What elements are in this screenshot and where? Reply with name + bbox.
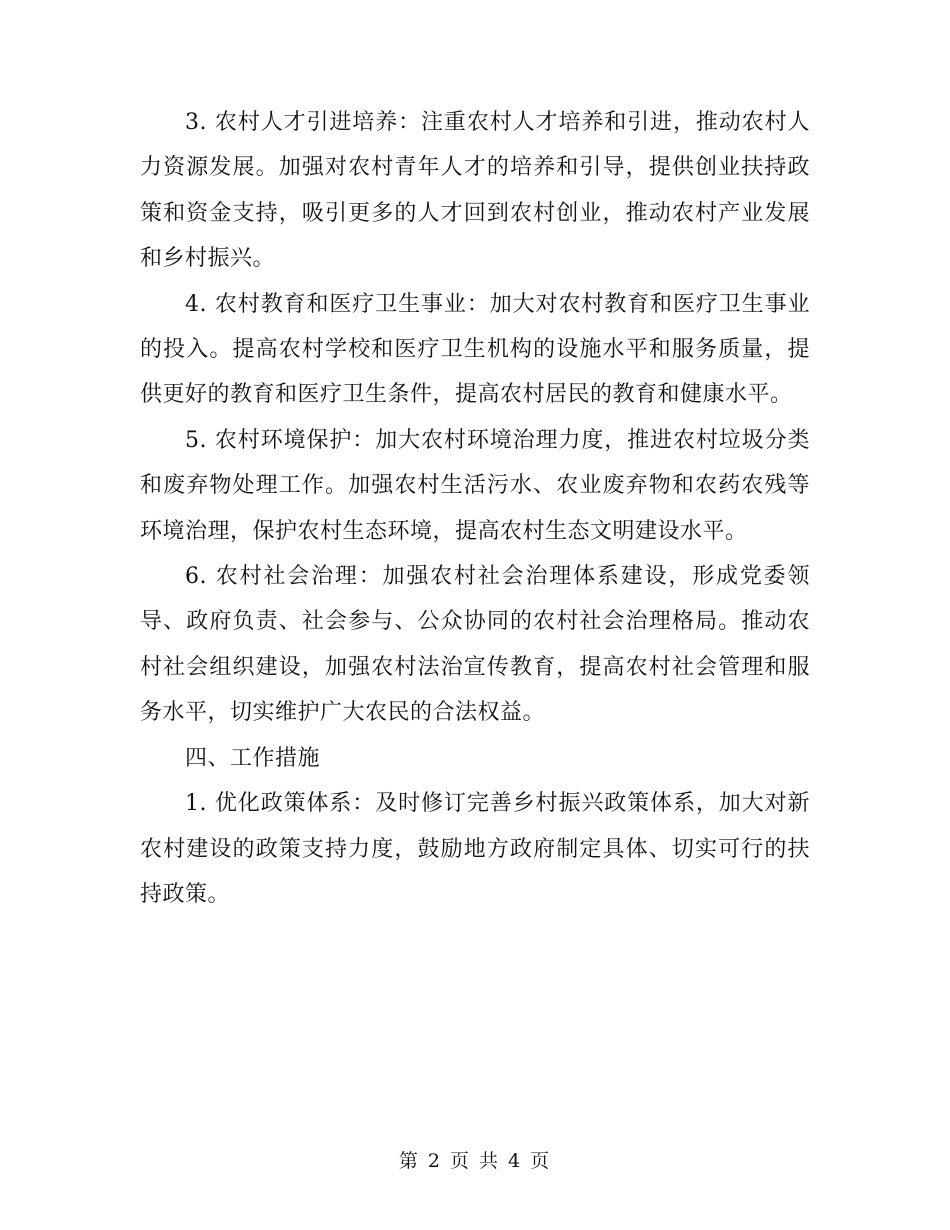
section-heading: 四、工作措施 [185,745,321,771]
page-number-footer: 第 2 页 共 4 页 [398,1150,552,1172]
paragraph-environment-protection: 5. 农村环境保护：加大农村环境治理力度，推进农村垃圾分类和废弃物处理工作。加强农村生活污水、农业废弃物和农药农残等环境治理，保护农村生态环境，提高农村生态文明建设水平。 [140,427,810,544]
paragraph-education-healthcare: 4. 农村教育和医疗卫生事业：加大对农村教育和医疗卫生事业的投入。提高农村学校和医疗卫生机构的设施水平和服务质量，提供更好的教育和医疗卫生条件，提高农村居民的教育和健康水平。 [140,291,810,408]
document-body [140,100,810,917]
paragraph-talent-cultivation: 3. 农村人才引进培养：注重农村人才培养和引进，推动农村人力资源发展。加强对农村青年人才的培养和引导，提供创业扶持政策和资金支持，吸引更多的人才回到农村创业，推动农村产业发展和乡村振兴。 [140,110,810,272]
paragraph-social-governance: 6. 农村社会治理：加强农村社会治理体系建设，形成党委领导、政府负责、社会参与、公众协同的农村社会治理格局。推动农村社会组织建设，加强农村法治宣传教育，提高农村社会管理和服务水平，切实维护广大农民的合法权益。 [140,564,810,726]
paragraph-policy-optimization: 1. 优化政策体系：及时修订完善乡村振兴政策体系，加大对新农村建设的政策支持力度，鼓励地方政府制定具体、切实可行的扶持政策。 [140,791,810,907]
